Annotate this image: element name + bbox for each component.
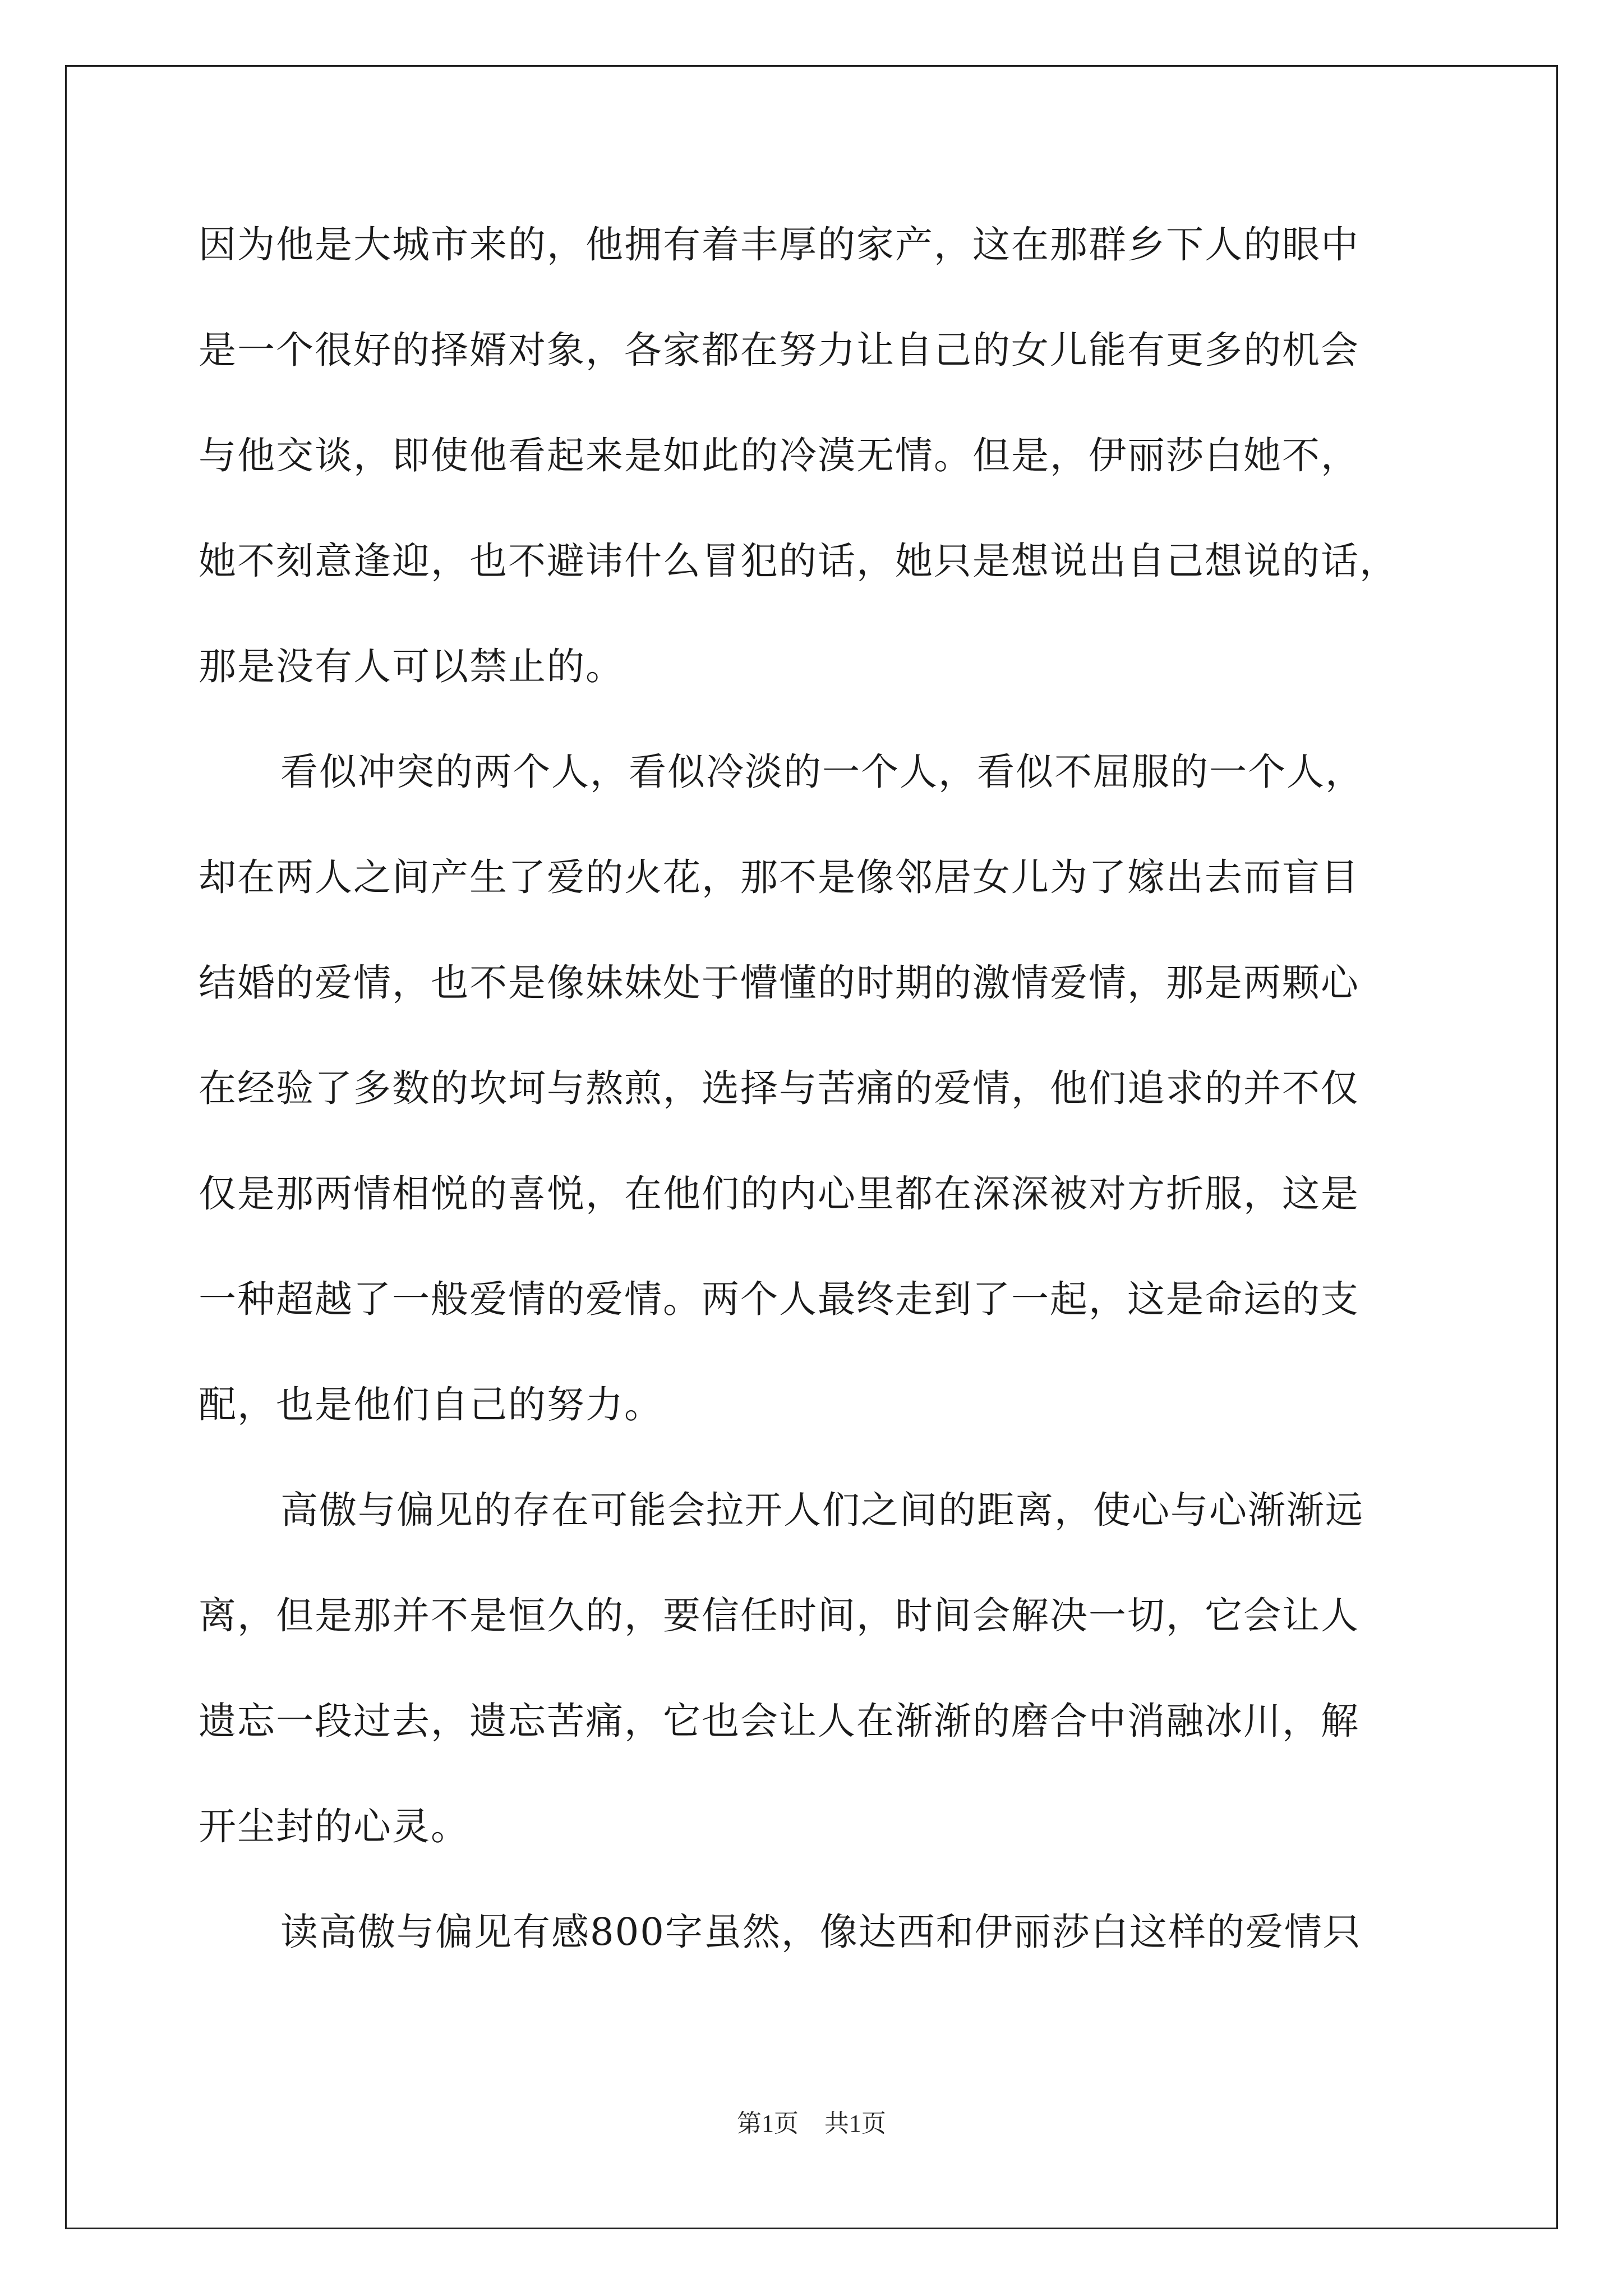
text-line: 高傲与偏见的存在可能会拉开人们之间的距离，使心与心渐渐远 (280, 1488, 1364, 1532)
page-number-current: 第1页 (737, 2110, 799, 2137)
document-body (199, 217, 1427, 2009)
text-line: 一种超越了一般爱情的爱情。两个人最终走到了一起，这是命运的支 (199, 1277, 1359, 1321)
text-line: 结婚的爱情，也不是像妹妹处于懵懂的时期的激情爱情，那是两颗心 (199, 961, 1359, 1005)
text-line: 与他交谈，即使他看起来是如此的冷漠无情。但是，伊丽莎白她不， (199, 434, 1359, 477)
text-line: 配，也是他们自己的努力。 (199, 1383, 663, 1427)
text-line: 开尘封的心灵。 (199, 1805, 469, 1848)
text-line: 在经验了多数的坎坷与熬煎，选择与苦痛的爱情，他们追求的并不仅 (199, 1066, 1359, 1110)
text-line: 那是没有人可以禁止的。 (199, 645, 624, 688)
text-line: 离，但是那并不是恒久的，要信任时间，时间会解决一切，它会让人 (199, 1594, 1359, 1637)
page-number-total: 共1页 (824, 2110, 886, 2137)
text-line: 仅是那两情相悦的喜悦，在他们的内心里都在深深被对方折服，这是 (199, 1172, 1359, 1216)
text-line: 是一个很好的择婿对象，各家都在努力让自己的女儿能有更多的机会 (199, 328, 1359, 372)
text-line: 因为他是大城市来的，他拥有着丰厚的家产，这在那群乡下人的眼中 (199, 223, 1359, 266)
page-footer (0, 2107, 1623, 2141)
text-line: 遗忘一段过去，遗忘苦痛，它也会让人在渐渐的磨合中消融冰川，解 (199, 1699, 1359, 1743)
text-line: 她不刻意逢迎，也不避讳什么冒犯的话，她只是想说出自己想说的话， (199, 539, 1398, 583)
text-line: 看似冲突的两个人，看似冷淡的一个人，看似不屈服的一个人， (280, 750, 1364, 794)
text-line: 读高傲与偏见有感800字虽然，像达西和伊丽莎白这样的爱情只 (280, 1910, 1362, 1954)
text-line: 却在两人之间产生了爱的火花，那不是像邻居女儿为了嫁出去而盲目 (199, 855, 1359, 899)
